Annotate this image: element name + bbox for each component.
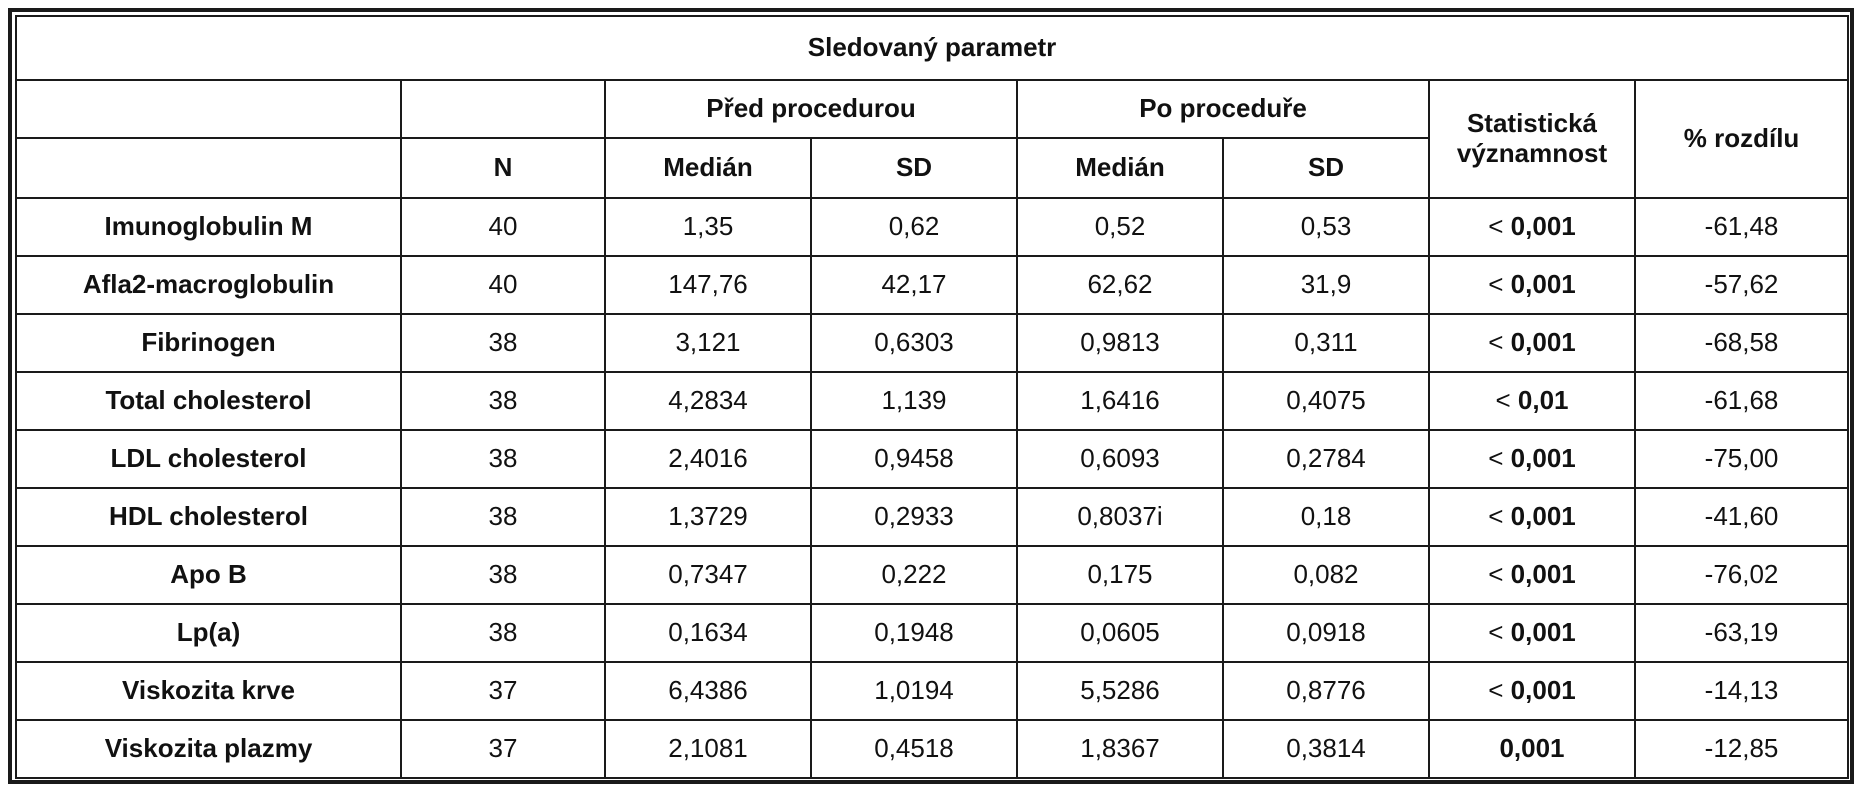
cell-before-sd: 0,222 [811,546,1017,604]
header-after-sd: SD [1223,138,1429,198]
cell-after-sd: 0,53 [1223,198,1429,256]
cell-parameter: Viskozita plazmy [16,720,401,778]
cell-before-median: 3,121 [605,314,811,372]
header-after-median: Medián [1017,138,1223,198]
cell-before-median: 2,1081 [605,720,811,778]
cell-significance [1429,430,1635,488]
significance-prefix: < [1488,501,1504,532]
cell-after-median: 1,8367 [1017,720,1223,778]
cell-n: 38 [401,604,605,662]
cell-significance [1429,720,1635,778]
header-before-sd: SD [811,138,1017,198]
significance-value: 0,001 [1510,443,1576,474]
significance-value: 0,001 [1510,211,1576,242]
cell-after-sd: 0,311 [1223,314,1429,372]
cell-n: 37 [401,662,605,720]
significance-prefix: < [1495,385,1511,416]
cell-after-median: 62,62 [1017,256,1223,314]
cell-after-sd: 31,9 [1223,256,1429,314]
cell-before-median: 1,35 [605,198,811,256]
table-body [16,198,1848,778]
table-row [16,314,1848,372]
cell-after-median: 0,52 [1017,198,1223,256]
cell-before-median: 147,76 [605,256,811,314]
cell-after-sd: 0,0918 [1223,604,1429,662]
header-blank [401,80,605,138]
significance-prefix: < [1488,327,1504,358]
cell-percent-diff: -75,00 [1635,430,1848,488]
cell-significance [1429,604,1635,662]
data-table [15,15,1849,779]
cell-n: 40 [401,198,605,256]
table-row [16,720,1848,778]
table-row [16,546,1848,604]
cell-parameter: Apo B [16,546,401,604]
cell-after-sd: 0,082 [1223,546,1429,604]
cell-parameter: Lp(a) [16,604,401,662]
cell-after-median: 0,8037i [1017,488,1223,546]
cell-parameter: HDL cholesterol [16,488,401,546]
cell-percent-diff: -14,13 [1635,662,1848,720]
cell-significance [1429,546,1635,604]
cell-n: 38 [401,314,605,372]
cell-before-sd: 1,139 [811,372,1017,430]
cell-n: 37 [401,720,605,778]
significance-value: 0,001 [1499,733,1565,764]
cell-after-median: 1,6416 [1017,372,1223,430]
cell-before-median: 4,2834 [605,372,811,430]
cell-before-sd: 0,6303 [811,314,1017,372]
significance-value: 0,001 [1510,559,1576,590]
cell-percent-diff: -57,62 [1635,256,1848,314]
table-row [16,198,1848,256]
cell-before-median: 1,3729 [605,488,811,546]
cell-parameter: LDL cholesterol [16,430,401,488]
significance-value: 0,001 [1510,501,1576,532]
cell-after-median: 5,5286 [1017,662,1223,720]
cell-before-median: 6,4386 [605,662,811,720]
cell-after-median: 0,6093 [1017,430,1223,488]
significance-value: 0,01 [1517,385,1569,416]
cell-after-sd: 0,2784 [1223,430,1429,488]
cell-after-median: 0,9813 [1017,314,1223,372]
cell-significance [1429,488,1635,546]
cell-n: 38 [401,372,605,430]
cell-after-median: 0,175 [1017,546,1223,604]
header-after-group: Po proceduře [1017,80,1429,138]
cell-significance [1429,662,1635,720]
table-row [16,662,1848,720]
cell-percent-diff: -76,02 [1635,546,1848,604]
significance-prefix: < [1488,617,1504,648]
significance-prefix: < [1488,443,1504,474]
table-row [16,488,1848,546]
cell-parameter: Imunoglobulin M [16,198,401,256]
table-row [16,604,1848,662]
significance-prefix: < [1488,559,1504,590]
cell-n: 38 [401,546,605,604]
cell-percent-diff: -41,60 [1635,488,1848,546]
cell-before-sd: 0,2933 [811,488,1017,546]
cell-parameter: Afla2-macroglobulin [16,256,401,314]
cell-percent-diff: -63,19 [1635,604,1848,662]
cell-after-sd: 0,4075 [1223,372,1429,430]
cell-before-median: 2,4016 [605,430,811,488]
significance-value: 0,001 [1510,269,1576,300]
cell-before-median: 0,7347 [605,546,811,604]
header-blank [16,138,401,198]
header-before-group: Před procedurou [605,80,1017,138]
cell-n: 40 [401,256,605,314]
cell-parameter: Total cholesterol [16,372,401,430]
cell-parameter: Viskozita krve [16,662,401,720]
cell-after-sd: 0,3814 [1223,720,1429,778]
cell-n: 38 [401,488,605,546]
cell-before-sd: 0,4518 [811,720,1017,778]
significance-value: 0,001 [1510,675,1576,706]
cell-percent-diff: -12,85 [1635,720,1848,778]
table-row [16,372,1848,430]
cell-after-sd: 0,8776 [1223,662,1429,720]
table-frame [8,8,1854,784]
header-n: N [401,138,605,198]
cell-significance [1429,198,1635,256]
cell-before-median: 0,1634 [605,604,811,662]
cell-before-sd: 0,1948 [811,604,1017,662]
cell-significance [1429,256,1635,314]
significance-value: 0,001 [1510,617,1576,648]
significance-prefix: < [1488,675,1504,706]
cell-significance [1429,372,1635,430]
table-title: Sledovaný parametr [16,16,1848,80]
header-before-median: Medián [605,138,811,198]
cell-parameter: Fibrinogen [16,314,401,372]
cell-before-sd: 0,62 [811,198,1017,256]
cell-percent-diff: -61,68 [1635,372,1848,430]
cell-after-median: 0,0605 [1017,604,1223,662]
significance-prefix: < [1488,211,1504,242]
table-row [16,256,1848,314]
significance-value: 0,001 [1510,327,1576,358]
cell-before-sd: 1,0194 [811,662,1017,720]
significance-prefix: < [1488,269,1504,300]
cell-percent-diff: -68,58 [1635,314,1848,372]
cell-n: 38 [401,430,605,488]
header-blank [16,80,401,138]
cell-significance [1429,314,1635,372]
cell-percent-diff: -61,48 [1635,198,1848,256]
cell-after-sd: 0,18 [1223,488,1429,546]
table-row [16,430,1848,488]
cell-before-sd: 42,17 [811,256,1017,314]
header-percent-diff: % rozdílu [1635,80,1848,198]
header-significance: Statistická významnost [1429,80,1635,198]
cell-before-sd: 0,9458 [811,430,1017,488]
